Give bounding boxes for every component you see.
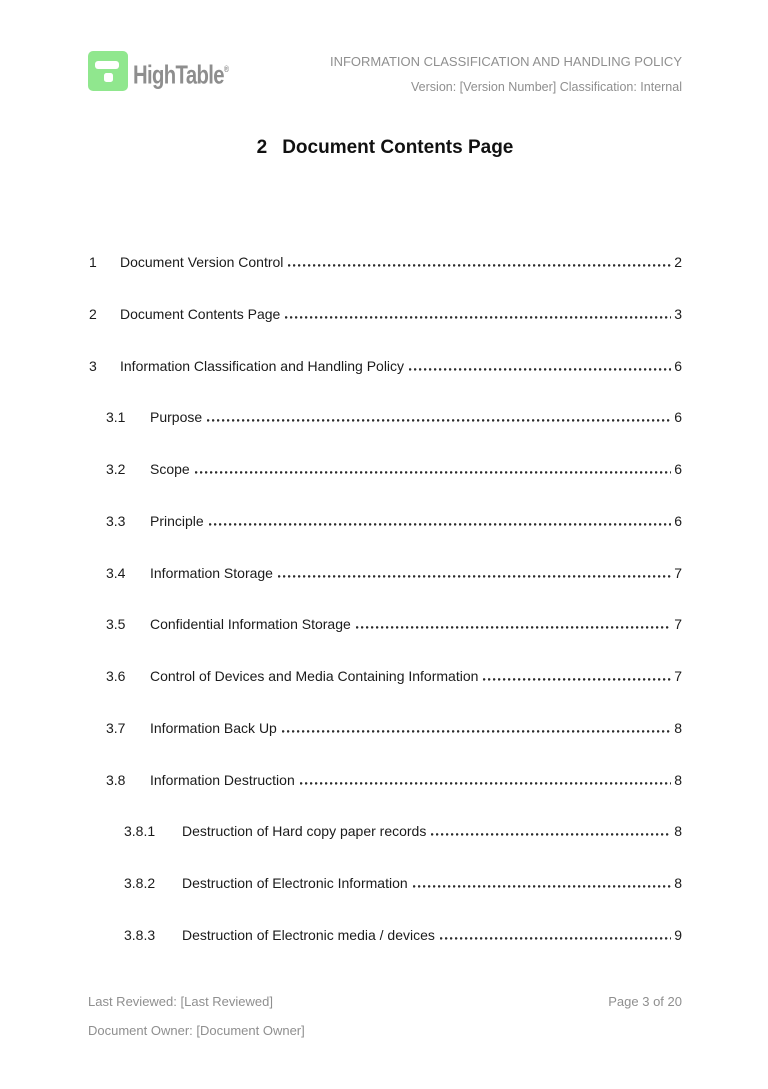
toc-entry-label: Confidential Information Storage <box>150 616 351 633</box>
toc-entry-number: 3.7 <box>106 719 126 736</box>
brand-name <box>133 56 229 90</box>
toc-entry-label: Scope <box>150 461 190 477</box>
toc-entry[interactable] <box>88 357 682 375</box>
logo-square-shape <box>104 73 113 82</box>
toc-leader-dots <box>440 937 671 940</box>
toc-leader-dots <box>300 782 671 785</box>
logo-bar-shape <box>95 61 119 69</box>
toc-entry-label: Destruction of Electronic media / devices <box>182 926 435 943</box>
toc-leader-dots <box>409 368 671 371</box>
hightable-logo-icon <box>88 51 128 91</box>
hightable-logo <box>88 51 256 91</box>
toc-entry[interactable] <box>88 615 682 633</box>
toc-entry-number: 3.2 <box>106 461 126 477</box>
toc-leader-dots <box>356 626 671 629</box>
toc-entry[interactable] <box>88 305 682 323</box>
toc-entry-label: Information Destruction <box>150 771 295 788</box>
toc-entry-number: 1 <box>89 254 97 270</box>
toc-leader-dots <box>282 730 671 733</box>
footer-line-1 <box>88 993 682 1010</box>
toc-entry-label: Destruction of Hard copy paper records <box>182 823 427 840</box>
toc-entry-page: 6 <box>674 357 682 374</box>
toc-entry-number: 3.8.2 <box>124 875 156 891</box>
toc-leader-dots <box>285 316 671 319</box>
section-heading-title: Document Contents Page <box>282 137 514 158</box>
toc-entry-label: Control of Devices and Media Containing Information <box>150 668 479 684</box>
toc-leader-dots <box>207 419 671 422</box>
toc-entry-number: 3 <box>89 357 97 374</box>
toc-entry-page: 7 <box>674 668 682 684</box>
brand-name-text: HighTable <box>133 59 224 90</box>
toc-entry-label: Document Version Control <box>120 254 284 270</box>
toc-entry-page: 2 <box>674 254 682 270</box>
toc-entry[interactable] <box>88 564 682 582</box>
toc-entry[interactable] <box>88 874 682 892</box>
toc-entry-label: Information Back Up <box>150 719 277 736</box>
toc-entry[interactable] <box>88 253 682 271</box>
toc-entry-number: 3.5 <box>106 616 126 633</box>
toc-leader-dots <box>483 678 671 681</box>
toc-entry-label: Destruction of Electronic Information <box>182 875 408 891</box>
toc-entry-number: 2 <box>89 305 97 322</box>
toc-entry-page: 6 <box>674 461 682 477</box>
toc-entry-number: 3.8.1 <box>124 823 156 840</box>
footer-line-2 <box>88 1022 682 1039</box>
version-classification-line: Version: [Version Number] Classification: Internal <box>411 80 682 94</box>
section-heading <box>88 136 682 160</box>
toc-entry[interactable] <box>88 512 682 530</box>
toc-leader-dots <box>195 471 671 474</box>
toc-entry-number: 3.4 <box>106 564 126 581</box>
toc-entry-page: 8 <box>674 771 682 788</box>
toc-entry-page: 8 <box>674 719 682 736</box>
header-meta <box>330 53 682 96</box>
toc-entry-page: 7 <box>674 564 682 581</box>
toc-entry-number: 3.8.3 <box>124 926 156 943</box>
page-footer <box>88 993 682 1039</box>
toc-entry[interactable] <box>88 408 682 426</box>
toc-entry-label: Document Contents Page <box>120 305 281 322</box>
toc-entry-page: 6 <box>674 512 682 529</box>
last-reviewed-text: Last Reviewed: [Last Reviewed] <box>88 994 273 1009</box>
toc-leader-dots <box>288 264 671 267</box>
toc-entry[interactable] <box>88 460 682 478</box>
toc-entry[interactable] <box>88 719 682 737</box>
toc-entry[interactable] <box>88 667 682 685</box>
toc-leader-dots <box>431 833 671 836</box>
toc-entry-page: 8 <box>674 875 682 891</box>
toc-entry-number: 3.8 <box>106 771 126 788</box>
toc-leader-dots <box>209 523 671 526</box>
toc-list <box>88 253 682 944</box>
section-heading-number: 2 <box>256 137 268 158</box>
document-owner-text: Document Owner: [Document Owner] <box>88 1023 305 1038</box>
toc-entry-label: Information Storage <box>150 564 273 581</box>
toc-entry-label: Principle <box>150 512 204 529</box>
toc-entry-page: 7 <box>674 616 682 633</box>
page-header <box>88 51 682 94</box>
toc-entry-number: 3.3 <box>106 512 126 529</box>
toc-entry-label: Purpose <box>150 409 203 426</box>
toc-entry-page: 9 <box>674 926 682 943</box>
toc-entry-label: Information Classification and Handling Policy <box>120 357 405 374</box>
toc-leader-dots <box>413 885 671 888</box>
toc-entry-number: 3.6 <box>106 668 126 684</box>
toc-entry-page: 8 <box>674 823 682 840</box>
toc-entry[interactable] <box>88 926 682 944</box>
toc-leader-dots <box>278 575 671 578</box>
page-indicator: Page 3 of 20 <box>608 994 682 1009</box>
toc-entry-number: 3.1 <box>106 409 126 426</box>
toc-entry-page: 6 <box>674 409 682 426</box>
document-title: INFORMATION CLASSIFICATION AND HANDLING POLICY <box>329 54 682 69</box>
registered-trademark-icon: ® <box>223 64 230 74</box>
toc-entry[interactable] <box>88 771 682 789</box>
toc-entry[interactable] <box>88 822 682 840</box>
toc-entry-page: 3 <box>674 305 682 322</box>
